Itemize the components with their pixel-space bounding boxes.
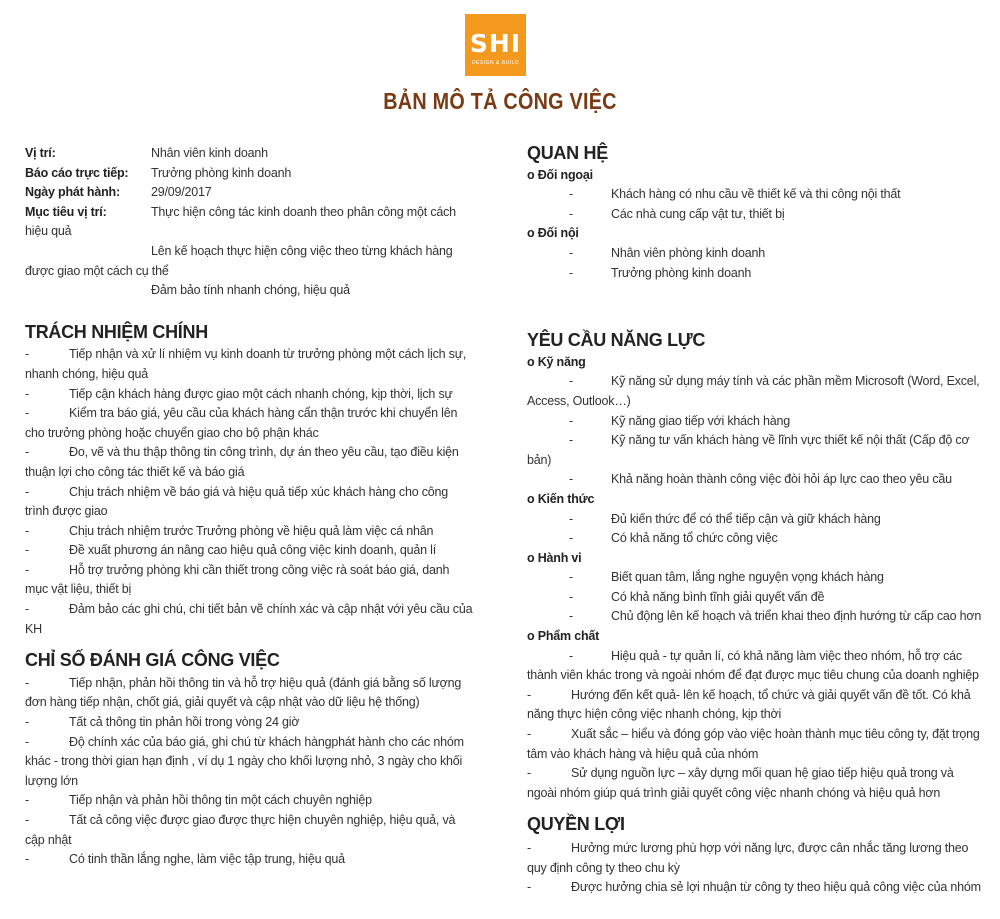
bullet-dash: - — [569, 245, 573, 260]
list-item-text: Tiếp cận khách hàng được giao một cách nhanh chóng, kịp thời, lịch sự — [69, 386, 453, 401]
list-item-text: Được hưởng chia sẻ lợi nhuận từ công ty theo hiệu quả công việc của nhóm — [571, 880, 981, 895]
list-item-text: Hưởng mức lương phù hợp với năng lực, được cân nhắc tăng lương theo quy định công ty theo chu kỳ — [527, 841, 969, 875]
bullet-dash: - — [25, 347, 29, 362]
bullet-dash: - — [569, 265, 573, 280]
bullet-dash: - — [569, 511, 573, 526]
list-item-text: Có khả năng tổ chức công việc — [611, 531, 778, 546]
list-item-text: Kỹ năng tư vấn khách hàng về lĩnh vực thiết kế nội thất (Cấp độ cơ bản) — [527, 433, 970, 467]
list-item-text: Đề xuất phương án nâng cao hiệu quả công việc kinh doanh, quản lí — [69, 543, 437, 558]
page-title: BẢN MÔ TẢ CÔNG VIỆC — [383, 88, 617, 114]
list-item — [25, 561, 475, 600]
behavior-list — [527, 568, 982, 627]
bullet-dash: - — [527, 880, 531, 895]
skills-label: o Kỹ năng — [527, 354, 586, 369]
list-item — [25, 522, 475, 542]
list-item-text: Tiếp nhận và xử lí nhiệm vụ kinh doanh từ trưởng phòng một cách lịch sự, nhanh chóng, hiệu quả — [25, 347, 467, 381]
list-item — [25, 483, 475, 522]
list-item-text: Khả năng hoàn thành công việc đòi hỏi áp lực cao theo yêu cầu — [611, 472, 952, 487]
bullet-dash: - — [569, 374, 573, 389]
list-item — [527, 607, 982, 627]
info-value: Nhân viên kinh doanh — [151, 146, 268, 160]
list-item-text: Trưởng phòng kinh doanh — [611, 265, 752, 280]
info-issue-date — [25, 183, 475, 203]
list-item-text: Kỹ năng sử dụng máy tính và các phần mềm Microsoft (Word, Excel, Access, Outlook…) — [527, 374, 980, 408]
right-column — [527, 144, 982, 898]
bullet-dash: - — [569, 206, 573, 221]
list-item — [25, 385, 475, 405]
bullet-dash: - — [25, 715, 29, 730]
list-item — [527, 686, 982, 725]
list-item — [25, 345, 475, 384]
list-item — [25, 791, 475, 811]
info-value: Trưởng phòng kinh doanh — [151, 165, 292, 180]
list-item-text: Có khả năng bình tĩnh giải quyết vấn đề — [611, 589, 825, 604]
bullet-dash: - — [569, 531, 573, 546]
list-item — [527, 725, 982, 764]
list-item-text: Các nhà cung cấp vật tư, thiết bị — [611, 206, 785, 221]
list-item — [25, 850, 475, 870]
kpi-list — [25, 674, 475, 870]
list-item — [25, 713, 475, 733]
bullet-dash: - — [527, 727, 531, 742]
skills-list — [527, 372, 982, 490]
bullet-dash: - — [25, 562, 29, 577]
competency-heading: YÊU CẦU NĂNG LỰC — [527, 330, 706, 351]
left-column — [25, 144, 475, 870]
bullet-dash: - — [569, 187, 573, 202]
list-item — [527, 647, 982, 686]
list-item-text: Hỗ trợ trưởng phòng khi cần thiết trong công việc rà soát báo giá, danh mục vật liệu, thiết bị — [25, 562, 450, 597]
info-value: Thực hiện công tác kinh doanh theo phân công một cách hiệu quả — [25, 204, 456, 239]
bullet-dash: - — [569, 589, 573, 604]
list-item-text: Có tinh thần lắng nghe, làm việc tập trung, hiệu quả — [69, 852, 345, 867]
list-item-text: Chịu trách nhiệm trước Trưởng phòng về hiệu quả làm việc cá nhân — [69, 523, 434, 538]
list-item — [25, 811, 475, 850]
goal-extra-1: Lên kế hoạch thực hiện công việc theo từng khách hàng được giao một cách cụ thể — [25, 243, 453, 278]
bullet-dash: - — [569, 472, 573, 487]
list-item-text: Chủ động lên kế hoạch và triển khai theo định hướng từ cấp cao hơn — [611, 609, 982, 624]
list-item-text: Hiệu quả - tự quản lí, có khả năng làm việc theo nhóm, hỗ trợ các thành viên khác trong và ngoài nhóm để đạt được mục tiêu chung của doanh nghiệp — [527, 648, 979, 683]
list-item — [527, 205, 982, 225]
list-item — [527, 264, 982, 284]
knowledge-list — [527, 510, 982, 549]
logo-mark: SHI — [469, 28, 522, 58]
info-label: Ngày phát hành: — [25, 185, 120, 200]
bullet-dash: - — [569, 609, 573, 624]
info-value: 29/09/2017 — [151, 185, 212, 200]
list-item-text: Sử dụng nguồn lực – xây dựng mối quan hệ giao tiếp hiệu quả trong và ngoài nhóm giúp quá trình giải quyết công việc nhanh chóng và hiệu quả hơn — [527, 766, 954, 800]
bullet-dash: - — [25, 602, 29, 617]
list-item-text: Đo, vẽ và thu thập thông tin công trình, dự án theo yêu cầu, tạo điều kiện thuận lợi cho công tác thiết kế và báo giá — [25, 445, 459, 479]
list-item-text: Tất cả thông tin phản hồi trong vòng 24 giờ — [69, 715, 300, 730]
relations-internal-label: o Đối nội — [527, 226, 579, 241]
knowledge-label: o Kiến thức — [527, 491, 595, 506]
list-item — [527, 244, 982, 264]
list-item-text: Đảm bảo các ghi chú, chi tiết bản vẽ chính xác và cập nhật với yêu cầu của KH — [25, 602, 473, 636]
quality-label: o Phẩm chất — [527, 629, 600, 644]
list-item — [527, 764, 982, 803]
relations-external-label: o Đối ngoại — [527, 167, 593, 182]
bullet-dash: - — [25, 543, 29, 558]
kpi-heading: CHỈ SỐ ĐÁNH GIÁ CÔNG VIỆC — [25, 650, 280, 671]
info-position — [25, 144, 475, 164]
list-item — [25, 733, 475, 792]
bullet-dash: - — [25, 813, 29, 827]
logo-tagline: DESIGN & BUILD — [471, 59, 519, 66]
bullet-dash: - — [569, 413, 573, 428]
benefits-heading: QUYỀN LỢI — [527, 814, 625, 835]
list-item-text: Kiểm tra báo giá, yêu cầu của khách hàng cẩn thận trước khi chuyển lên cho trưởng phòng hoặc chuyển giao cho bộ phận khác — [25, 406, 458, 440]
list-item-text: Tiếp nhận, phản hồi thông tin và hỗ trợ hiệu quả (đánh giá bằng số lượng đơn hàng tiếp nhận, chốt giá, giải quyết và cập nhật vào dữ liệu hệ thống) — [25, 675, 462, 710]
list-item-text: Tất cả công việc được giao được thực hiện chuyên nghiệp, hiệu quả, và cập nhật — [25, 813, 456, 847]
bullet-dash: - — [527, 766, 531, 781]
relations-external-list — [527, 185, 982, 224]
list-item — [527, 510, 982, 530]
list-item — [527, 372, 982, 411]
list-item — [527, 185, 982, 205]
info-report-to — [25, 164, 475, 184]
quality-list — [527, 647, 982, 804]
list-item-text: Đủ kiến thức để có thể tiếp cận và giữ khách hàng — [611, 511, 881, 526]
bullet-dash: - — [25, 675, 29, 690]
bullet-dash: - — [25, 484, 29, 499]
bullet-dash: - — [569, 570, 573, 585]
list-item-text: Nhân viên phòng kinh doanh — [611, 245, 765, 260]
responsibilities-heading: TRÁCH NHIỆM CHÍNH — [25, 321, 208, 342]
list-item — [25, 600, 475, 639]
behavior-label: o Hành vi — [527, 550, 582, 565]
list-item — [25, 674, 475, 713]
list-item — [527, 470, 982, 490]
list-item-text: Biết quan tâm, lắng nghe nguyện vọng khách hàng — [611, 570, 884, 585]
bullet-dash: - — [25, 852, 29, 867]
info-goal — [25, 203, 475, 242]
list-item — [527, 431, 982, 470]
benefits-list — [527, 839, 982, 898]
bullet-dash: - — [25, 523, 29, 538]
bullet-dash: - — [527, 687, 531, 702]
relations-internal-list — [527, 244, 982, 283]
relations-heading: QUAN HỆ — [527, 143, 608, 163]
list-item — [527, 588, 982, 608]
list-item — [527, 529, 982, 549]
list-item — [527, 878, 982, 898]
list-item-text: Hướng đến kết quả- lên kế hoạch, tổ chức và giải quyết vấn đề tốt. Có khả năng thực hiện công việc nhanh chóng, kịp thời — [527, 687, 971, 722]
list-item — [25, 443, 475, 482]
list-item — [25, 404, 475, 443]
bullet-dash: - — [25, 386, 29, 401]
list-item-text: Xuất sắc – hiểu và đóng góp vào việc hoàn thành mục tiêu công ty, đặt trọng tâm vào khách hàng và hiệu quả của nhóm — [527, 727, 980, 761]
list-item-text: Tiếp nhận và phản hồi thông tin một cách chuyên nghiệp — [69, 793, 372, 808]
info-label: Vị trí: — [25, 146, 56, 160]
bullet-dash: - — [25, 445, 29, 460]
goal-extra-2: Đảm bảo tính nhanh chóng, hiệu quả — [151, 283, 350, 298]
info-label: Mục tiêu vị trí: — [25, 204, 107, 219]
bullet-dash: - — [25, 406, 29, 421]
info-label: Báo cáo trực tiếp: — [25, 165, 129, 180]
list-item — [527, 568, 982, 588]
list-item-text: Kỹ năng giao tiếp với khách hàng — [611, 413, 791, 428]
list-item-text: Khách hàng có nhu cầu về thiết kế và thi công nội thất — [611, 187, 901, 202]
company-logo — [465, 14, 526, 76]
bullet-dash: - — [25, 793, 29, 808]
list-item-text: Độ chính xác của báo giá, ghi chú từ khách hàngphát hành cho các nhóm khác - trong thời gian hạn định , ví dụ 1 ngày cho khối lượng nhỏ, 3 ngày cho khối lượng lớn — [25, 734, 464, 788]
responsibilities-list — [25, 345, 475, 639]
bullet-dash: - — [25, 734, 29, 749]
bullet-dash: - — [569, 433, 573, 448]
list-item — [527, 412, 982, 432]
list-item — [527, 839, 982, 878]
list-item — [25, 541, 475, 561]
list-item-text: Chịu trách nhiệm về báo giá và hiệu quả tiếp xúc khách hàng cho công trình được giao — [25, 484, 449, 519]
bullet-dash: - — [527, 841, 531, 855]
bullet-dash: - — [569, 648, 573, 663]
